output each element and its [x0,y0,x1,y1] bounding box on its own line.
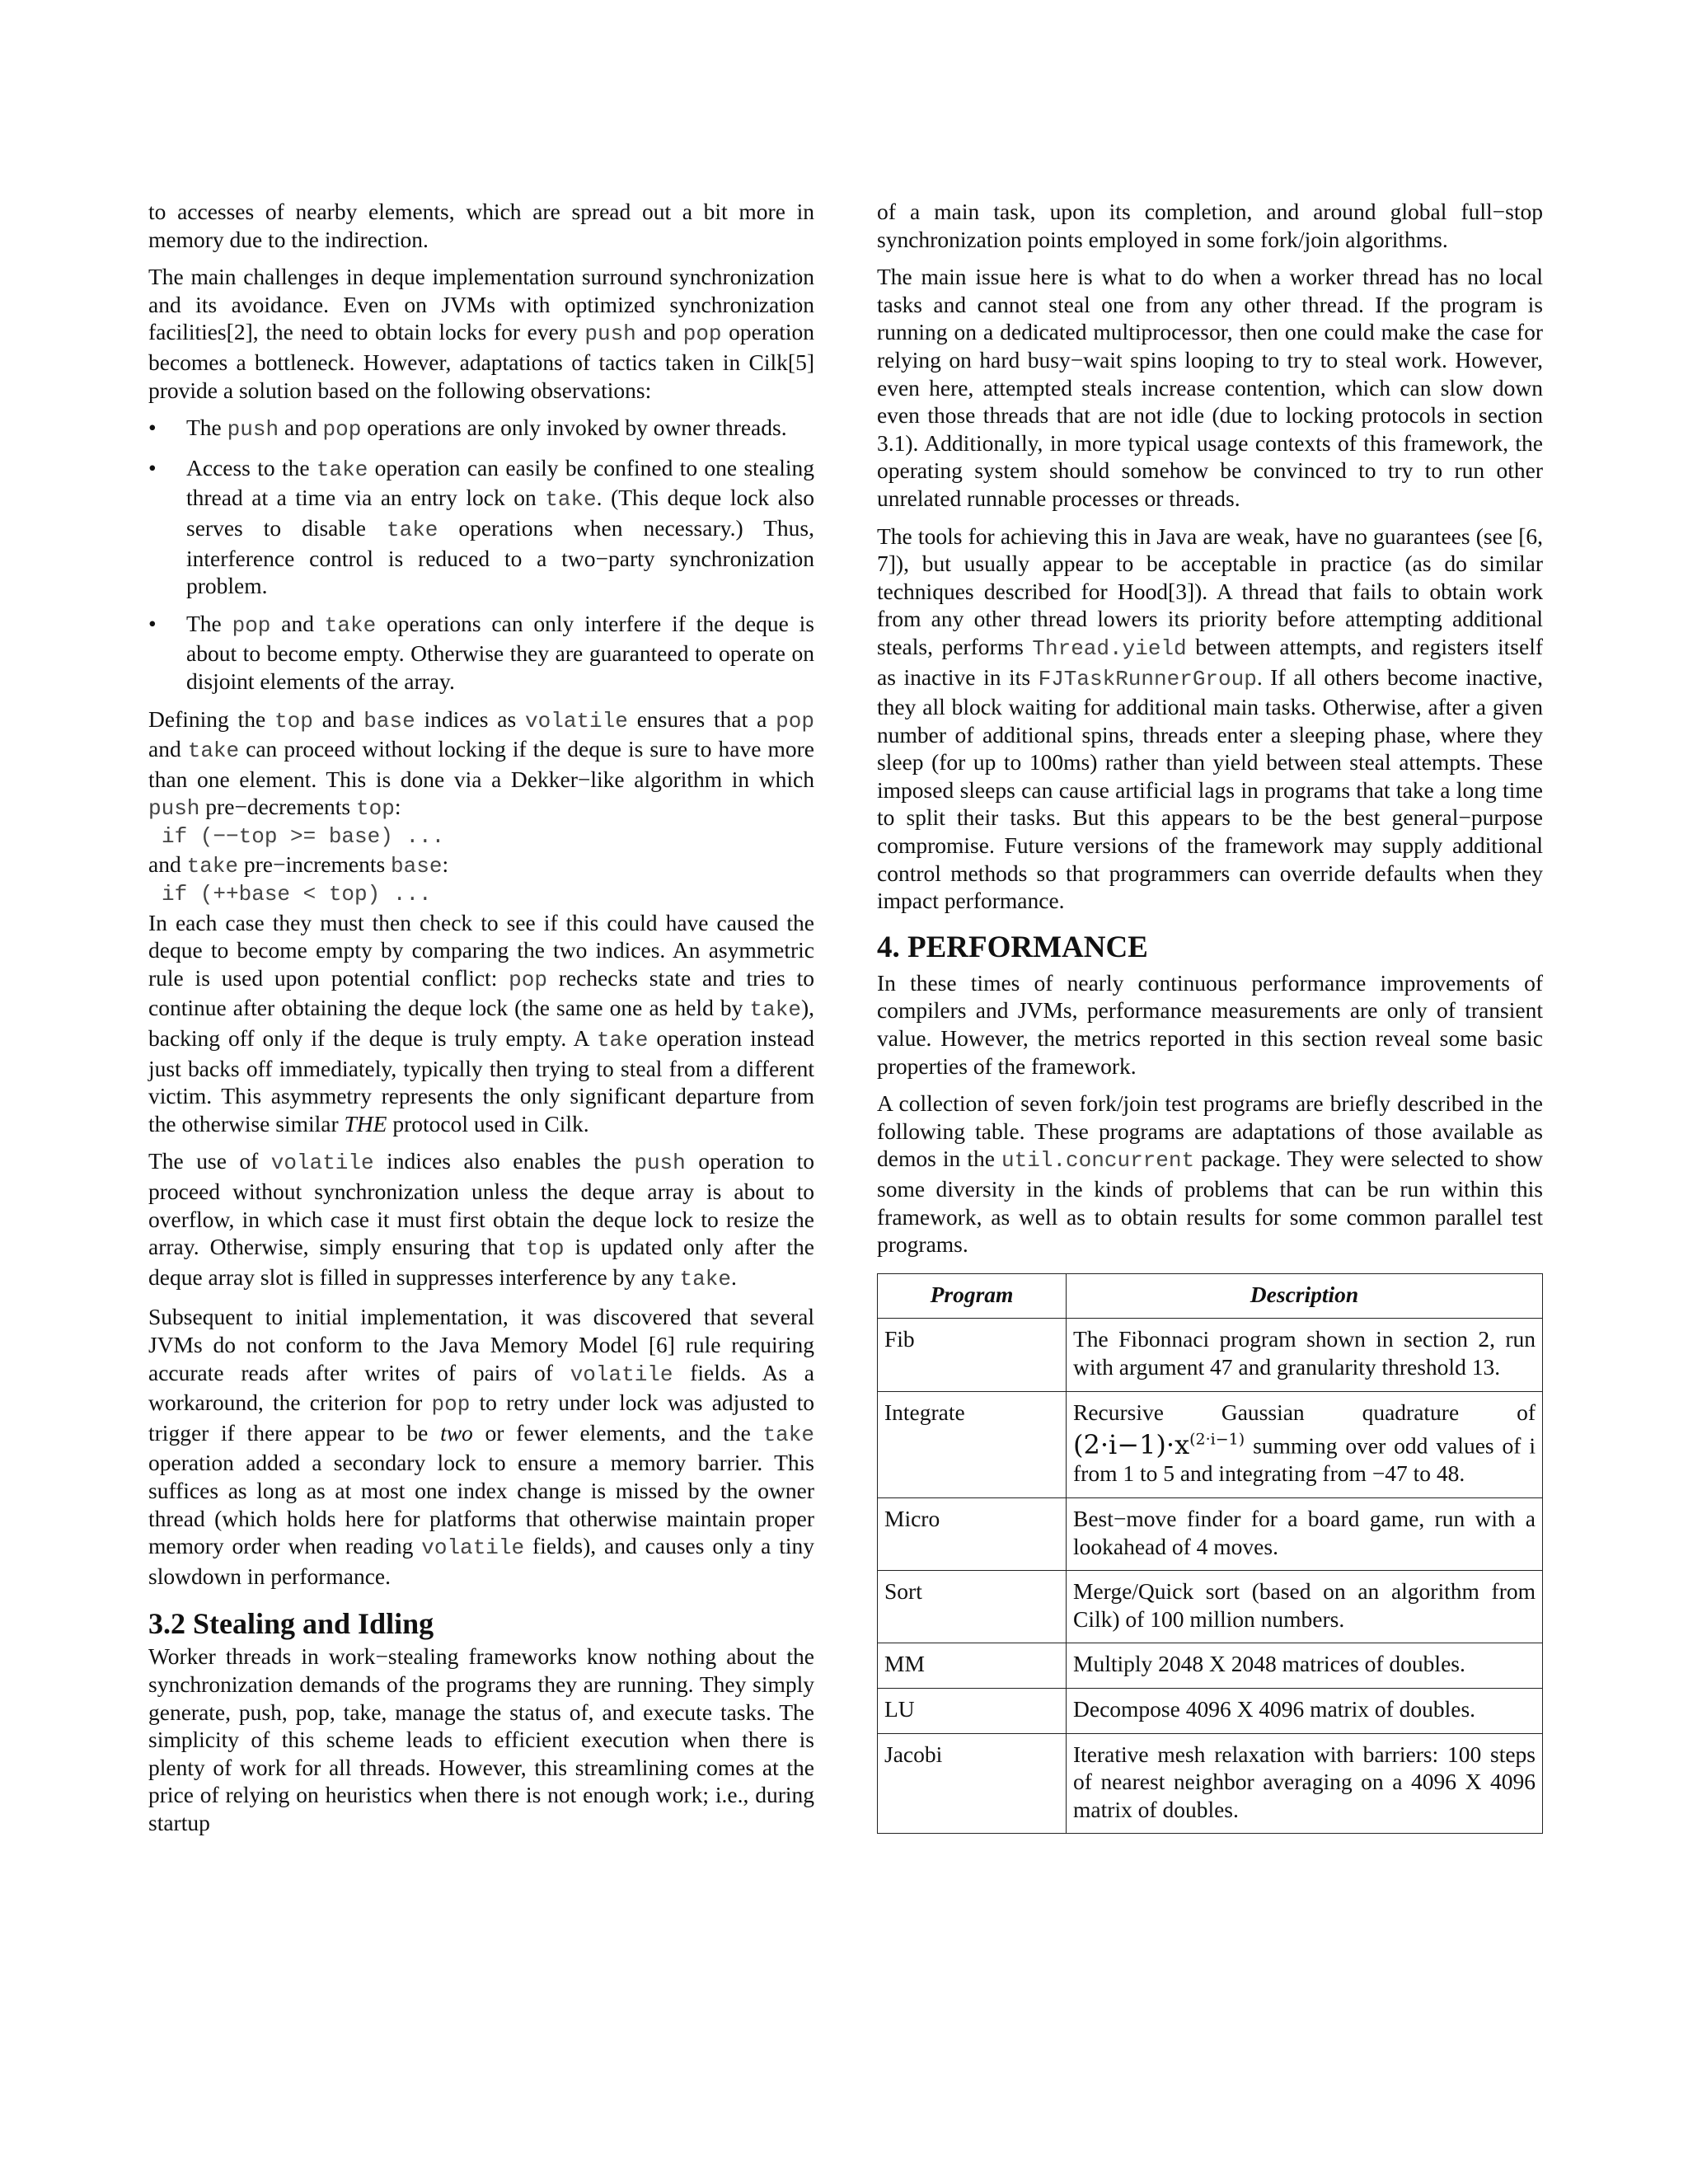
paragraph: Defining the top and base indices as volatile ensures that a pop and take can proceed without locking if the deque is sure to have more than one element. This is done via a Dekker−like algorithm in which push pre−decrements top: [148,705,814,822]
paragraph: Subsequent to initial implementation, it was discovered that several JVMs do not conform to the Java Memory Model [6] rule requiring accurate reads after writes of pairs of volatile fields. As a workaround, the criterion for pop to retry under lock was adjusted to trigger if there appear to be two or fewer elements, and the take operation added a secondary lock to ensure a memory barrier. This suffices as long as at most one index change is missed by the owner thread (which holds here for platforms that otherwise maintain proper memory order when reading volatile fields), and causes only a tiny slowdown in performance. [148,1304,814,1589]
code-line: if (−−top >= base) ... [162,823,445,849]
program-cell: LU [878,1688,1067,1733]
code-line: if (++base < top) ... [162,882,432,907]
description-cell: Multiply 2048 X 2048 matrices of doubles. [1067,1643,1543,1689]
math-formula: $(2\cdot i-1)\cdot x^{(2\cdot i-1)}$ [1073,1428,1245,1460]
column-header: Program [878,1273,1067,1319]
description-cell: Recursive Gaussian quadrature of $(2\cdot i-1)\cdot x^{(2\cdot i-1)}$ summing over odd values of i from 1 to 5 and integrating from −47 to 48. [1067,1391,1543,1497]
list-item: • The pop and take operations can only interfere if the deque is about to become empty. Otherwise they are guaranteed to operate on disjoint elements of the array. [148,610,814,694]
programs-table [877,1273,1543,1835]
section-heading: 3.2 Stealing and Idling [148,1607,434,1641]
table-row [878,1688,1543,1733]
program-cell: Sort [878,1571,1067,1643]
list-item: • The push and pop operations are only invoked by owner threads. [148,415,787,443]
paragraph: In each case they must then check to see if this could have caused the deque to become empty by comparing the two indices. An asymmetric rule is used upon potential conflict: pop rechecks state and tries to continue after obtaining the deque lock (the same one as held by take), backing off only if the deque is truly empty. A take operation instead just backs off immediately, typically then trying to steal from a different victim. This asymmetry represents the only significant departure from the otherwise similar THE protocol used in Cilk. [148,909,815,1137]
left-column [148,198,814,1846]
paragraph: of a main task, upon its completion, and around global full−stop synchronization points employed in some fork/join algorithms. [877,199,1543,252]
table-header-row [878,1273,1543,1319]
table-row [878,1643,1543,1689]
paragraph: In these times of nearly continuous performance improvements of compilers and JVMs, performance measurements are only of transient value. However, the metrics reported in this section reveal some basic properties of the framework. [877,969,1543,1079]
bullet-list [148,414,814,695]
program-cell: Integrate [878,1391,1067,1497]
table-row [878,1571,1543,1643]
description-cell: Merge/Quick sort (based on an algorithm from Cilk) of 100 million numbers. [1067,1571,1543,1643]
right-column [877,198,1543,1834]
program-cell: Jacobi [878,1733,1067,1834]
list-item: • Access to the take operation can easily be confined to one stealing thread at a time via an entry lock on take. (This deque lock also serves to disable take operations when necessary.) Thus, interference control is reduced to a two−party synchronization problem. [148,454,814,599]
bullet-icon: • [148,610,157,636]
paragraph: The use of volatile indices also enables the push operation to proceed without synchronization unless the deque array is about to overflow, in which case it must first obtain the deque lock to resize the array. Otherwise, simply ensuring that top is updated only after the deque array slot is filled in suppresses interference by any take. [148,1148,814,1291]
program-cell: Fib [878,1319,1067,1391]
table-row [878,1498,1543,1571]
program-cell: MM [878,1643,1067,1689]
column-header: Description [1067,1273,1543,1319]
paragraph: A collection of seven fork/join test programs are briefly described in the following table. These programs are adaptations of those available as demos in the util.concurrent package. They were selected to show some diversity in the kinds of problems that can be run within this framework, as well as to obtain results for some common parallel test programs. [877,1090,1543,1258]
paragraph: to accesses of nearby elements, which are spread out a bit more in memory due to the indirection. [148,199,814,252]
paragraph: The main issue here is what to do when a worker thread has no local tasks and cannot steal one from any other thread. If the program is running on a dedicated multiprocessor, then one could make the case for relying on hard busy−wait spins looping to try to steal work. However, even here, attempted steals increase contention, which can slow down even those threads that are not idle (due to locking protocols in section 3.1). Additionally, in more typical usage contexts of this framework, the operating system should somehow be convinced to try to run other unrelated runnable processes or threads. [877,264,1543,511]
paragraph: Worker threads in work−stealing frameworks know nothing about the synchronization demands of the programs they are running. They simply generate, push, pop, take, manage the status of, and execute tasks. The simplicity of this scheme leads to efficient execution when there is plenty of work for all threads. However, this streamlining comes at the price of relying on heuristics when there is not enough work; i.e., during startup [148,1643,814,1835]
bullet-icon: • [148,415,157,441]
table-row [878,1733,1543,1834]
description-cell: Best−move finder for a board game, run with a lookahead of 4 moves. [1067,1498,1543,1571]
bullet-icon: • [148,454,157,480]
paragraph: The main challenges in deque implementation surround synchronization and its avoidance. Even on JVMs with optimized synchronization facilities[2], the need to obtain locks for every push and pop operation becomes a bottleneck. However, adaptations of tactics taken in Cilk[5] provide a solution based on the following observations: [148,264,814,403]
description-cell: Iterative mesh relaxation with barriers: 100 steps of nearest neighbor averaging on a 4096 X 4096 matrix of doubles. [1067,1733,1543,1834]
paragraph: and take pre−increments base: [148,851,449,879]
description-cell: Decompose 4096 X 4096 matrix of doubles. [1067,1688,1543,1733]
table-row [878,1391,1543,1497]
table-row [878,1319,1543,1391]
program-cell: Micro [878,1498,1067,1571]
paragraph: The tools for achieving this in Java are weak, have no guarantees (see [6, 7]), but usually appear to be acceptable in practice (as do similar techniques described for Hood[3]). A thread that fails to obtain work from any other thread lowers its priority before attempting additional steals, performs Thread.yield between attempts, and registers itself as inactive in its FJTaskRunnerGroup. If all others become inactive, they all block waiting for additional main tasks. Otherwise, after a given number of additional spins, threads enter a sleeping phase, where they sleep (for up to 100ms) rather than yield between steal attempts. These imposed sleeps can cause artificial lags in programs that take a long time to split their tasks. But this appears to be the best general−purpose compromise. Future versions of the framework may supply additional control methods so that programmers can override defaults when they impact performance. [877,523,1543,914]
description-cell: The Fibonnaci program shown in section 2, run with argument 47 and granularity threshold 13. [1067,1319,1543,1391]
section-heading: 4. PERFORMANCE [877,930,1148,964]
